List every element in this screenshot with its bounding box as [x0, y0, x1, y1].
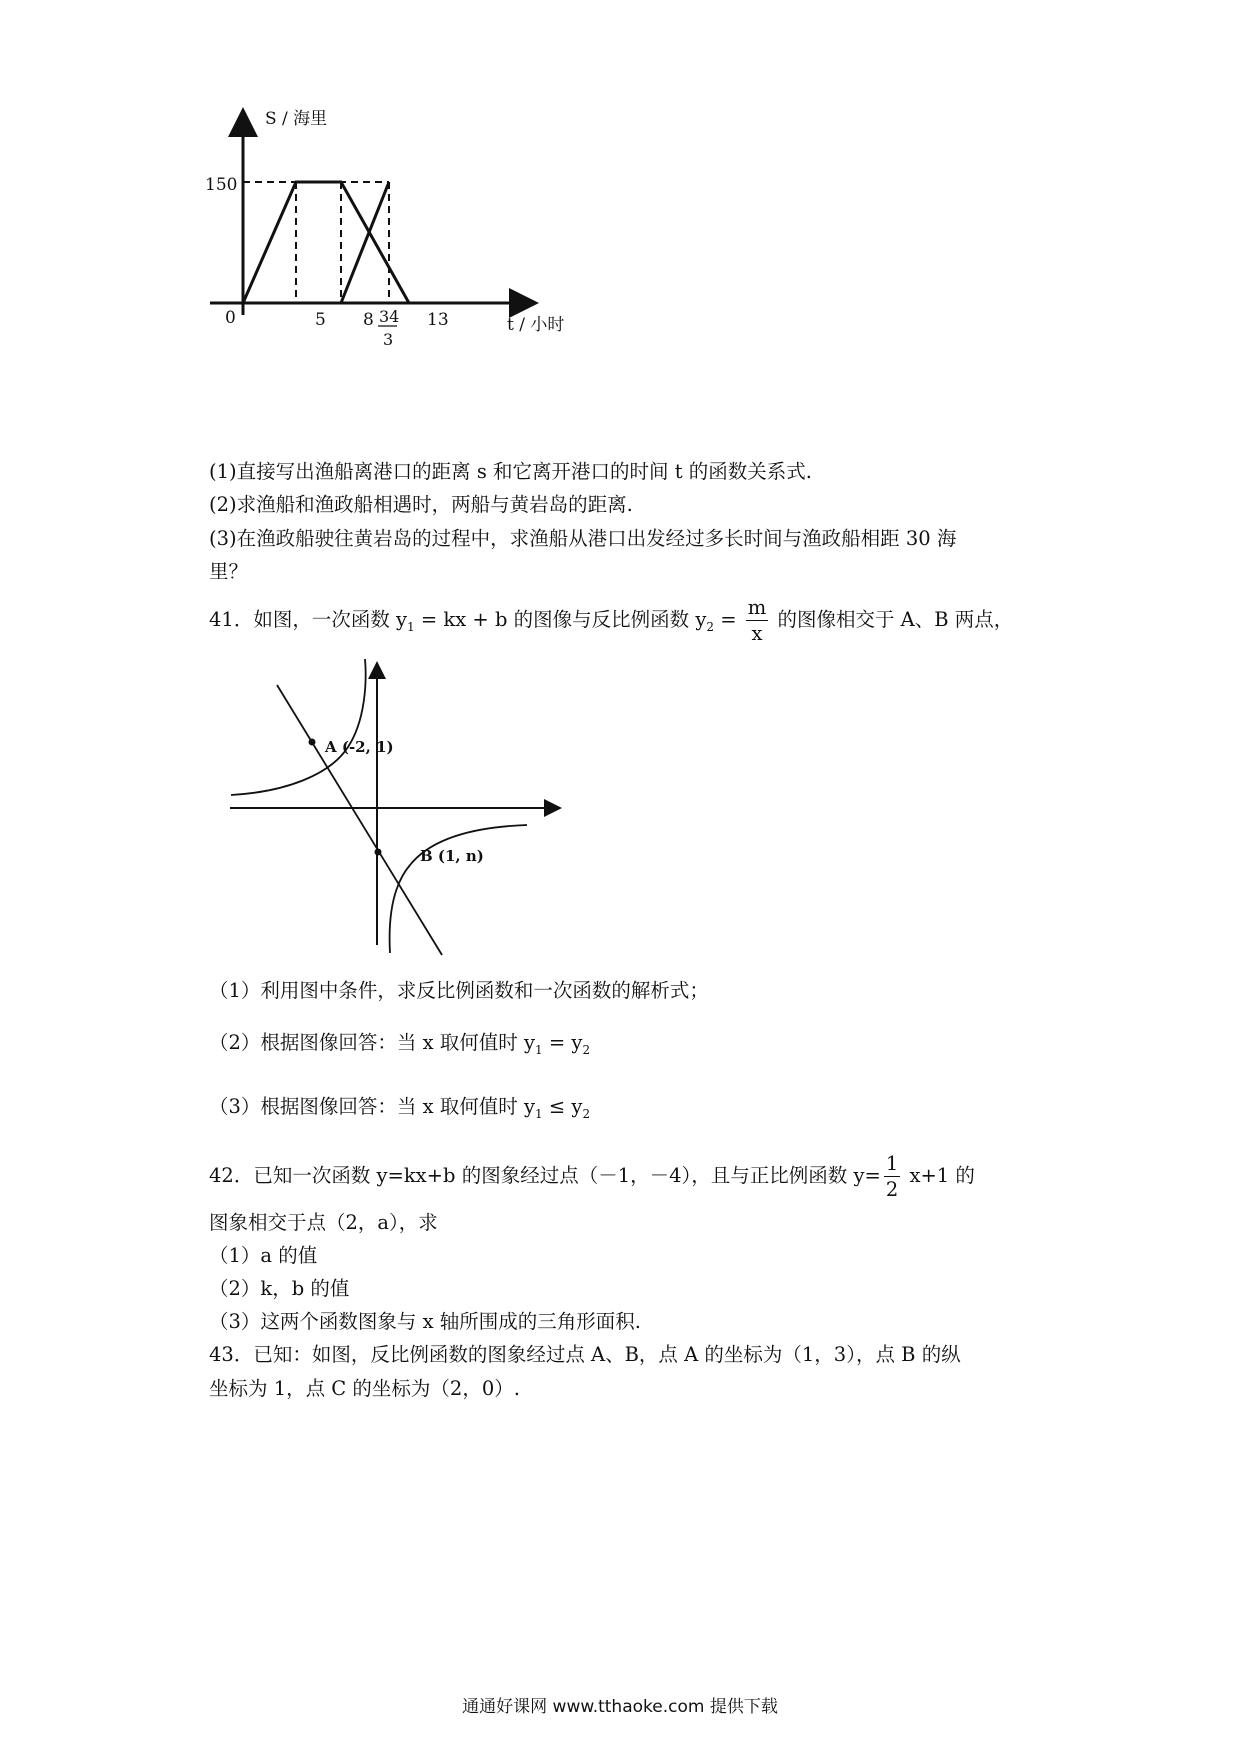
q42-fraction	[884, 1154, 900, 1199]
y-tick-150: 150	[205, 175, 238, 195]
patrol-boat-line	[341, 182, 389, 303]
q42-frac-den: 2	[885, 1177, 899, 1201]
q43-line1: 43．已知：如图，反比例函数的图象经过点 A、B，点 A 的坐标为（1，3），点 B 的纵	[209, 1343, 961, 1366]
q41-part2	[209, 1030, 590, 1063]
q41-frac-den: x	[751, 621, 763, 645]
q41-part3-leq: ≤ y	[542, 1095, 583, 1118]
q42-frac-num: 1	[885, 1152, 899, 1175]
y-axis-label: S / 海里	[265, 109, 328, 129]
fishing-boat-line	[243, 182, 409, 303]
q41-part3-sub2: 2	[582, 1107, 591, 1121]
q41-part1: （1）利用图中条件，求反比例函数和一次函数的解析式；	[209, 979, 709, 1002]
q41-stem	[209, 598, 1013, 647]
q42-stem-line1	[209, 1154, 975, 1199]
q41-sub1: 1	[407, 620, 415, 634]
q41-stem-text1: 41．如图，一次函数 y	[209, 608, 408, 631]
origin-label: 0	[225, 308, 236, 328]
q40-part3-line1: (3)在渔政船驶往黄岩岛的过程中，求渔船从港口出发经过多长时间与渔政船相距 30 海	[209, 527, 957, 550]
x-tick-8: 8	[363, 310, 374, 330]
x-tick-13: 13	[427, 310, 449, 330]
hyperbola-line-chart	[225, 655, 565, 960]
q41-stem-text4: 的图像相交于 A、B 两点，	[777, 608, 1014, 631]
q43-line2: 坐标为 1，点 C 的坐标为（2，0）.	[209, 1377, 520, 1400]
x-tick-frac-num: 34	[379, 307, 400, 326]
point-a	[309, 739, 316, 746]
q41-frac-num: m	[747, 596, 767, 619]
q41-stem-text2: = kx + b 的图像与反比例函数 y	[414, 608, 707, 631]
q40-part2: (2)求渔船和渔政船相遇时，两船与黄岩岛的距离.	[209, 493, 633, 516]
q42-part3: （3）这两个函数图象与 x 轴所围成的三角形面积.	[209, 1310, 641, 1333]
page-footer: 通通好课网 www.tthaoke.com 提供下载	[462, 1697, 778, 1717]
point-b	[375, 849, 382, 856]
point-b-label: B (1, n)	[420, 847, 484, 865]
q41-part2-text: （2）根据图像回答：当 x 取何值时 y	[209, 1031, 536, 1054]
q42-part2: （2）k，b 的值	[209, 1277, 350, 1300]
q41-fraction	[746, 598, 769, 643]
q41-sub2: 2	[706, 620, 714, 634]
hyperbola-lower-right	[390, 825, 527, 953]
q41-stem-text3: =	[714, 608, 737, 631]
q42-stem-line2: 图象相交于点（2，a），求	[209, 1211, 438, 1234]
x-axis-label: t / 小时	[507, 315, 565, 335]
x-tick-5: 5	[315, 310, 326, 330]
q41-part3	[209, 1094, 590, 1127]
q40-part3-line2: 里？	[209, 560, 249, 583]
q41-part3-text: （3）根据图像回答：当 x 取何值时 y	[209, 1095, 536, 1118]
x-tick-frac-den: 3	[383, 330, 394, 349]
q42-stem-text2: x+1 的	[903, 1164, 975, 1187]
q41-part3-sub1: 1	[535, 1107, 543, 1121]
hyperbola-upper-left	[231, 659, 366, 795]
q41-part2-sub1: 1	[535, 1043, 543, 1057]
q42-part1: （1）a 的值	[209, 1244, 318, 1267]
q42-stem-text1: 42．已知一次函数 y=kx+b 的图象经过点（－1，－4），且与正比例函数 y=	[209, 1164, 881, 1187]
q41-part2-sub2: 2	[582, 1043, 591, 1057]
point-a-label: A (-2, 1)	[325, 738, 394, 756]
linear-function-line	[277, 685, 442, 955]
q40-part1: (1)直接写出渔船离港口的距离 s 和它离开港口的时间 t 的函数关系式.	[209, 460, 812, 483]
q41-part2-eq: = y	[542, 1031, 583, 1054]
distance-time-chart	[195, 105, 585, 365]
